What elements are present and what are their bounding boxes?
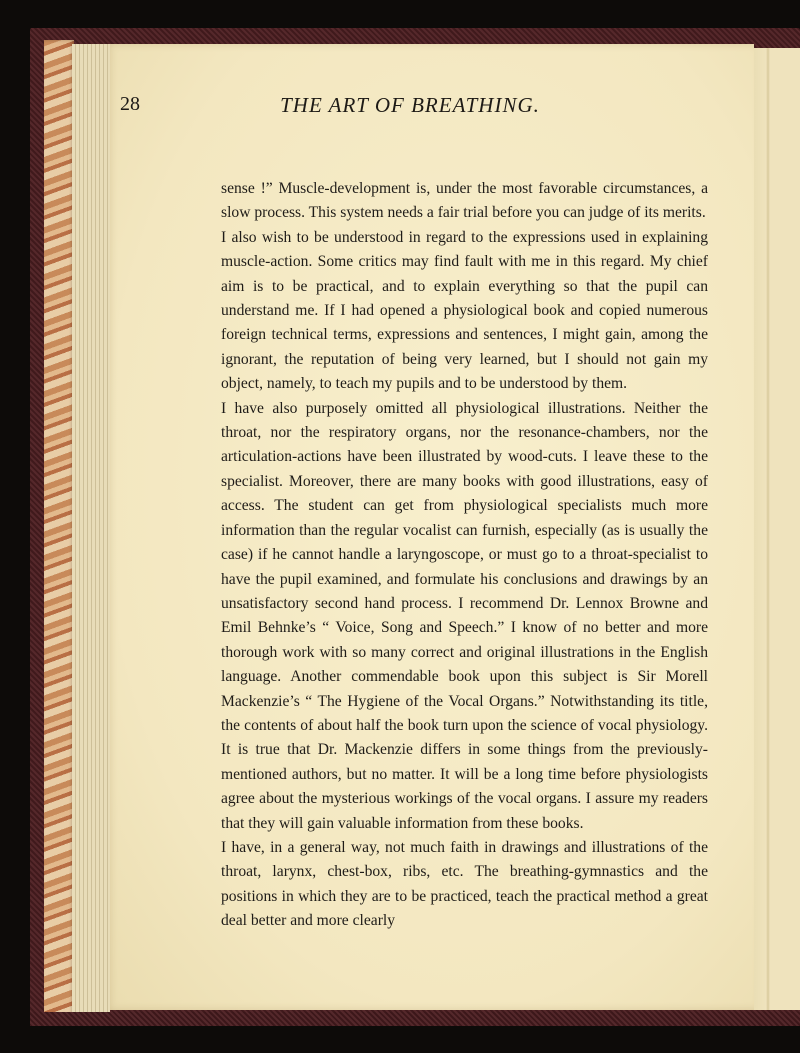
right-page-edges — [752, 48, 800, 1010]
running-title: THE ART OF BREATHING. — [280, 93, 540, 117]
page-body — [221, 177, 708, 934]
left-page-edges — [72, 44, 110, 1012]
page-header — [120, 93, 680, 121]
paragraph: I have, in a general way, not much faith in drawings and illustrations of the throat, larynx, chest-box, ribs, etc. The breathing-gymnastics and the positions in which they are to be practiced, teach the practical method a great deal better and more clearly — [221, 838, 708, 930]
page-number: 28 — [120, 93, 140, 115]
cover-bottom-band — [30, 1012, 800, 1026]
paragraph: I also wish to be understood in regard to the expressions used in explaining muscle-action. Some critics may find fault with me in this regard. My chief aim is to be practical, and to explain everything so that the pupil can understand me. If I had opened a physiological book and copied numerous foreign technical terms, expressions and sentences, I might gain, among the ignorant, the reputation of being very learned, but I should not gain my object, namely, to teach my pupils and to be understood by them. — [221, 228, 708, 393]
marbled-endpaper — [44, 40, 74, 1015]
paragraph: sense !” Muscle-development is, under the most favorable circumstances, a slow process. This system needs a fair trial before you can judge of its merits. — [221, 180, 708, 222]
paragraph: I have also purposely omitted all physiological illustrations. Neither the throat, nor the respiratory organs, nor the resonance-chambers, nor the articulation-actions have been illustrated by wood-cuts. I leave these to the specialist. Moreover, there are many books with good illustrations, easy of access. The student can get from physiological specialists much more information than the regular vocalist can furnish, especially (as is usually the case) if he cannot handle a laryngoscope, or must go to a throat-specialist to have the pupil examined, and formulate his conclusions and drawings by an unsatisfactory second hand process. I recommend Dr. Lennox Browne and Emil Behnke’s “ Voice, Song and Speech.” I know of no better and more thorough work with so many correct and original illustrations in the English language. Another commendable book upon this subject is Sir Morell Mackenzie’s “ The Hygiene of the Vocal Organs.” Notwithstanding its title, the contents of about half the book turn upon the science of vocal physiology. It is true that Dr. Mackenzie differs in some things from the previously-mentioned authors, but no matter. It will be a long time before physiologists agree about the mysterious workings of the vocal organs. I assure my readers that they will gain valuable information from these books. — [221, 399, 708, 832]
